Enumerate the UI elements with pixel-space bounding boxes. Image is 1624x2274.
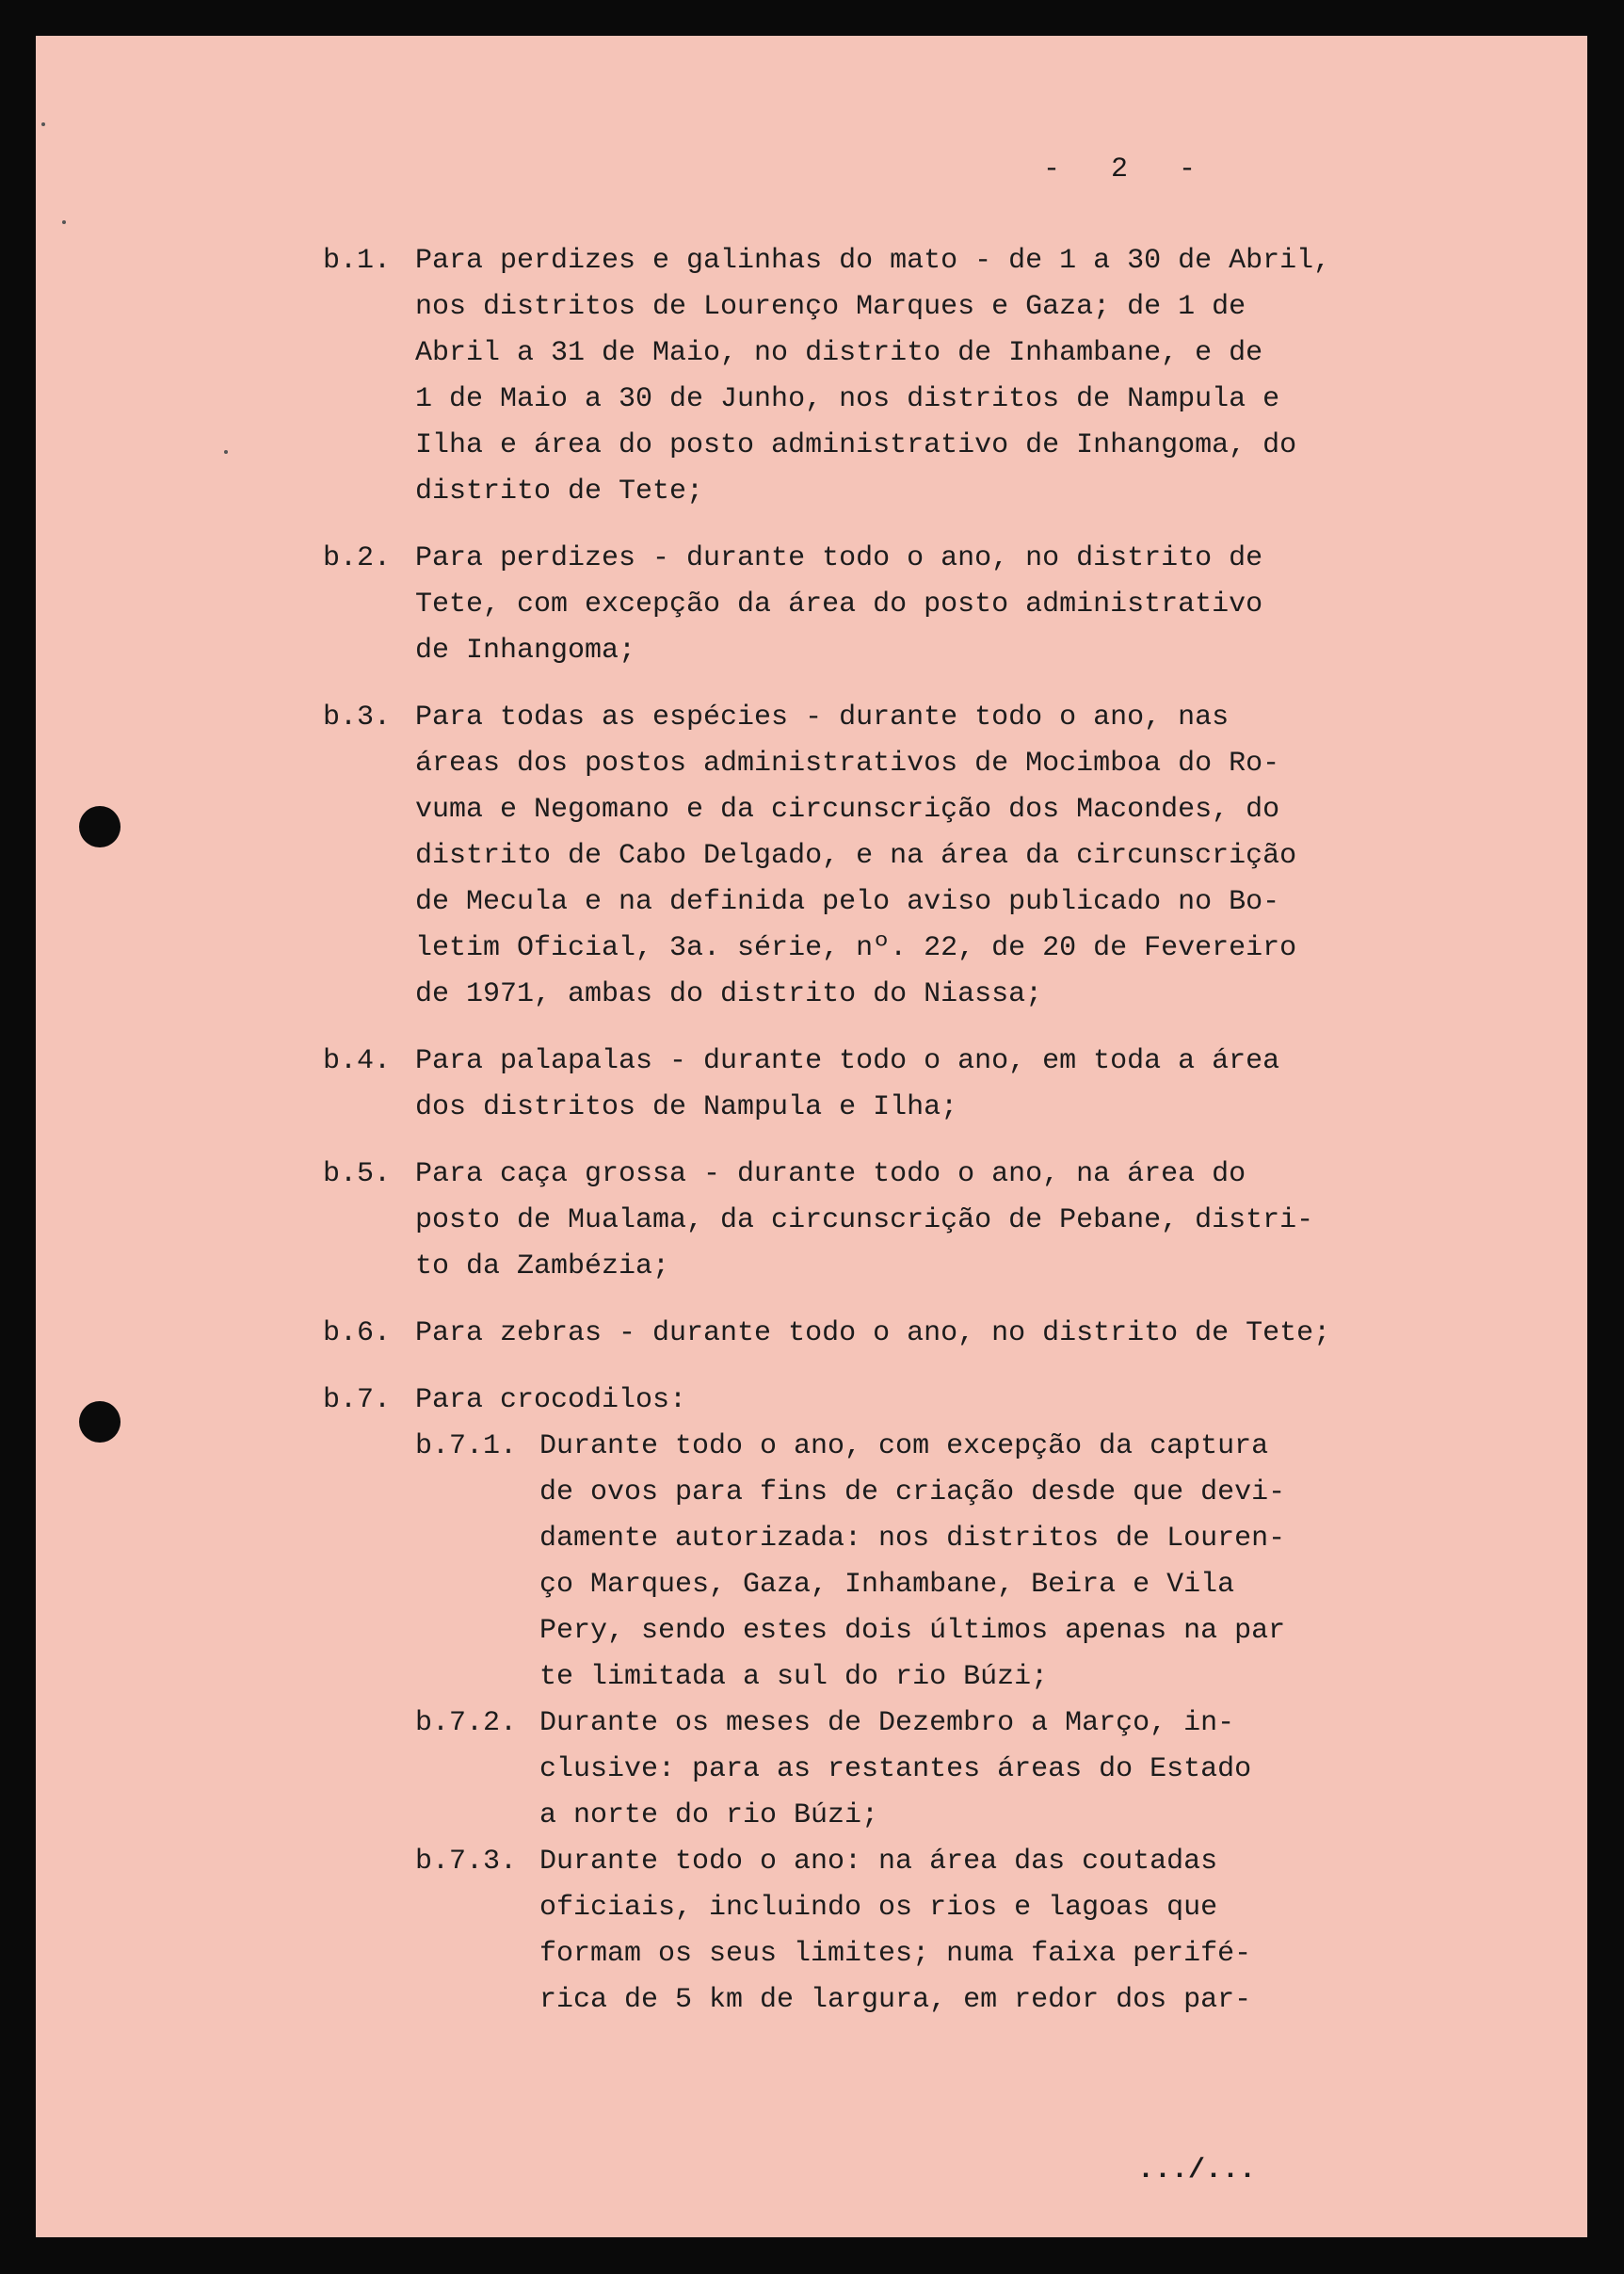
page-number: - 2 - [1043,153,1197,185]
item-number: b.7. [323,1384,392,1416]
item-list [323,238,1490,2024]
sub-list-item [415,1839,1490,2024]
text-line: Durante todo o ano: na área das coutadas [539,1846,1218,1878]
text-line: Ilha e área do posto administrativo de Inhangoma, do [415,429,1297,461]
text-line: oficiais, incluindo os rios e lagoas que [539,1892,1218,1924]
text-line: formam os seus limites; numa faixa perifé- [539,1938,1252,1970]
text-line: posto de Mualama, da circunscrição de Pebane, distri- [415,1204,1314,1236]
text-line: Abril a 31 de Maio, no distrito de Inhambane, e de [415,337,1263,369]
text-line: Durante os meses de Dezembro a Março, in- [539,1707,1235,1739]
item-number: b.6. [323,1317,392,1349]
list-item [323,1311,1490,1357]
text-line: damente autorizada: nos distritos de Louren- [539,1523,1286,1555]
sub-item-number: b.7.1. [415,1430,518,1462]
item-number: b.3. [323,702,392,734]
list-item [323,695,1490,1018]
punch-hole-top [79,806,121,847]
text-line: rica de 5 km de largura, em redor dos par- [539,1984,1252,2016]
text-line: ço Marques, Gaza, Inhambane, Beira e Vila [539,1569,1235,1601]
paper-speck [224,450,228,454]
item-number: b.1. [323,245,392,277]
text-line: áreas dos postos administrativos de Mocimboa do Ro- [415,748,1280,780]
text-line: distrito de Cabo Delgado, e na área da circunscrição [415,840,1297,872]
item-text [415,1378,1490,1424]
paper-speck [41,122,45,126]
sub-list-item [415,1701,1490,1839]
item-text [415,1152,1490,1290]
continuation-mark: .../... [1137,2154,1257,2186]
text-line: Para crocodilos: [415,1384,687,1416]
list-item [323,1152,1490,1290]
text-line: letim Oficial, 3a. série, nº. 22, de 20 de Fevereiro [415,932,1297,964]
text-line: de ovos para fins de criação desde que devi- [539,1476,1286,1508]
text-line: Para perdizes - durante todo o ano, no distrito de [415,542,1263,574]
text-line: a norte do rio Búzi; [539,1799,879,1831]
sub-list-item [415,1424,1490,1701]
text-line: distrito de Tete; [415,476,704,508]
list-item [323,1378,1490,1424]
list-item [323,238,1490,515]
item-text [415,238,1490,515]
text-line: Para todas as espécies - durante todo o ano, nas [415,702,1230,734]
list-item [323,1039,1490,1131]
item-number: b.4. [323,1045,392,1077]
text-line: vuma e Negomano e da circunscrição dos Macondes, do [415,794,1280,826]
text-line: Para perdizes e galinhas do mato - de 1 a 30 de Abril, [415,245,1331,277]
text-line: Para zebras - durante todo o ano, no distrito de Tete; [415,1317,1331,1349]
text-line: to da Zambézia; [415,1250,670,1282]
text-line: de Inhangoma; [415,635,636,667]
sub-item-text [539,1424,1285,1701]
sub-item-text [539,1839,1251,2024]
sub-item-list [415,1424,1490,2024]
item-text [415,1311,1490,1357]
item-number: b.2. [323,542,392,574]
list-item [323,536,1490,674]
text-line: Para palapalas - durante todo o ano, em toda a área [415,1045,1280,1077]
paper-speck [62,220,66,224]
sub-item-number: b.7.3. [415,1846,518,1878]
text-line: Pery, sendo estes dois últimos apenas na par [539,1615,1286,1647]
sub-item-text [539,1701,1251,1839]
text-line: 1 de Maio a 30 de Junho, nos distritos de Nampula e [415,383,1280,415]
text-line: nos distritos de Lourenço Marques e Gaza; de 1 de [415,291,1246,323]
sub-item-number: b.7.2. [415,1707,518,1739]
item-number: b.5. [323,1158,392,1190]
text-line: te limitada a sul do rio Búzi; [539,1661,1049,1693]
text-line: de 1971, ambas do distrito do Niassa; [415,978,1043,1010]
item-text [415,1039,1490,1131]
text-line: Durante todo o ano, com excepção da captura [539,1430,1269,1462]
text-line: de Mecula e na definida pelo aviso publicado no Bo- [415,886,1280,918]
document-page [36,36,1587,2237]
text-line: dos distritos de Nampula e Ilha; [415,1091,958,1123]
item-text [415,536,1490,674]
item-text [415,695,1490,1018]
text-line: Tete, com excepção da área do posto administrativo [415,589,1263,621]
text-line: Para caça grossa - durante todo o ano, na área do [415,1158,1246,1190]
text-line: clusive: para as restantes áreas do Estado [539,1753,1252,1785]
punch-hole-bottom [79,1401,121,1443]
